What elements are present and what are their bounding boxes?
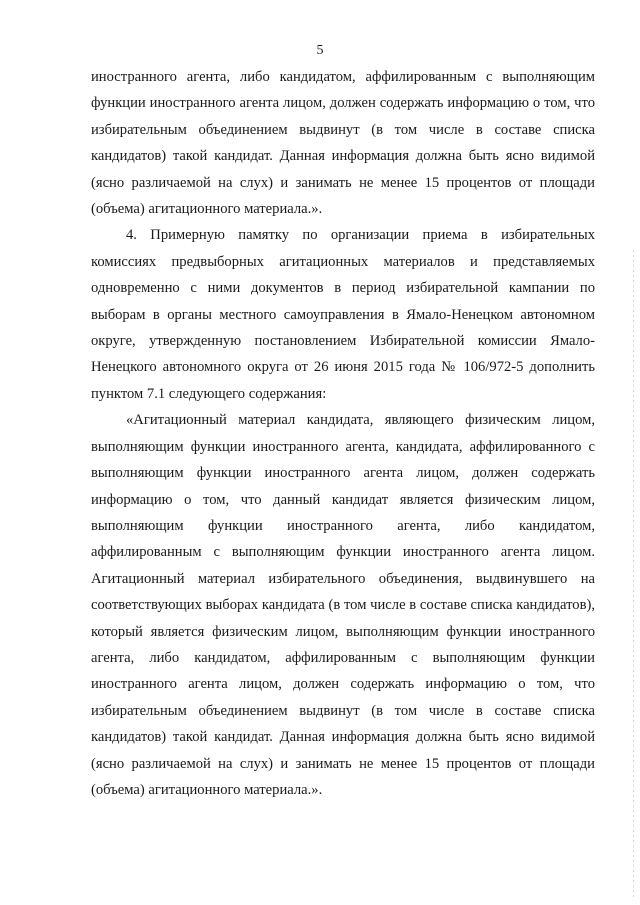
scan-edge-mark [633, 250, 634, 900]
paragraph-continuation: иностранного агента, либо кандидатом, аффилированным с выполняющим функции иностранного агента лицом, должен содержать информацию о том, что избирательным объединением выдвинут (в том числе в составе списка кандидатов) такой кандидат. Данная информация должна быть ясно видимой (ясно различаемой на слух) и занимать не менее 15 процентов от площади (объема) агитационного материала.». [91, 69, 595, 218]
paragraph-quoted-text: «Агитационный материал кандидата, являющего физическим лицом, выполняющим функции иностранного агента, кандидата, аффилированного с выполняющим функции иностранного агента лицом, должен содержать информацию о том, что данный кандидат является физическим лицом, выполняющим функции иностранного агента, либо кандидатом, аффилированным с выполняющим функции иностранного агента лицом. Агитационный материал избирательного объединения, выдвинувшего на соответствующих выборах кандидата (в том числе в составе списка кандидатов), который является физическим лицом, выполняющим функции иностранного агента, либо кандидатом, аффилированным с выполняющим функции иностранного агента лицом, должен содержать информацию о том, что избирательным объединением выдвинут (в том числе в составе списка кандидатов) такой кандидат. Данная информация должна быть ясно видимой (ясно различаемой на слух) и занимать не менее 15 процентов от площади (объема) агитационного материала.». [91, 412, 595, 798]
paragraph-item-4: 4. Примерную памятку по организации приема в избирательных комиссиях предвыборных агитационных материалов и представляемых одновременно с ними документов в период избирательной кампании по выборам в органы местного самоуправления в Ямало-Ненецком автономном округе, утвержденную постановлением Избирательной комиссии Ямало-Ненецкого автономного округа от 26 июня 2015 года № 106/972-5 дополнить пунктом 7.1 следующего содержания: [91, 227, 595, 402]
document-body [91, 64, 595, 803]
page-number: 5 [316, 43, 324, 58]
